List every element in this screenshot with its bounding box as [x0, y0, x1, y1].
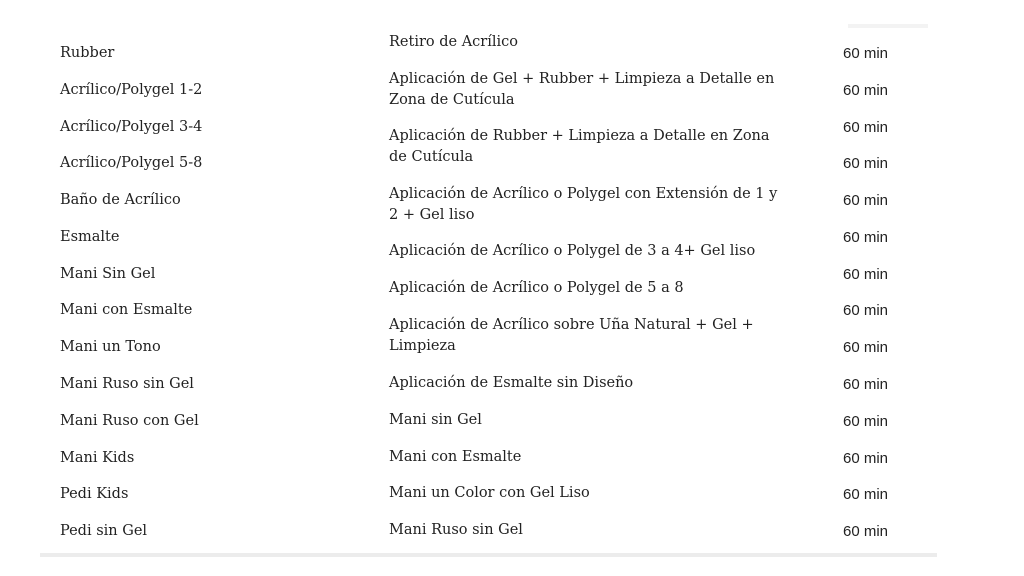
service-duration: 60 min [843, 192, 889, 209]
service-name: Acrílico/Polygel 1-2 [60, 82, 203, 98]
service-name: Esmalte [60, 229, 120, 245]
service-description: Retiro de Acrílico [389, 34, 518, 50]
service-duration: 60 min [843, 302, 889, 319]
service-duration: 60 min [843, 523, 889, 540]
service-duration: 60 min [843, 339, 889, 356]
service-description: Aplicación de Rubber + Limpieza a Detalle en Zona de Cutícula [389, 128, 770, 165]
service-name: Mani Ruso con Gel [60, 413, 199, 429]
service-description: Aplicación de Acrílico o Polygel de 3 a 4+ Gel liso [389, 243, 756, 259]
service-name: Baño de Acrílico [60, 192, 181, 208]
service-name: Rubber [60, 45, 115, 61]
service-name: Mani Kids [60, 450, 135, 466]
panel-divider [40, 553, 937, 557]
service-name: Pedi Kids [60, 486, 129, 502]
service-name: Pedi sin Gel [60, 523, 148, 539]
service-duration: 60 min [843, 155, 889, 172]
service-description: Mani un Color con Gel Liso [389, 485, 590, 501]
service-name: Mani Ruso sin Gel [60, 376, 194, 392]
service-duration: 60 min [843, 413, 889, 430]
service-description: Mani con Esmalte [389, 449, 522, 465]
service-duration: 60 min [843, 376, 889, 393]
decorative-mark [848, 24, 928, 28]
service-duration: 60 min [843, 229, 889, 246]
service-description: Aplicación de Acrílico o Polygel de 5 a 8 [389, 280, 684, 296]
service-description: Mani Ruso sin Gel [389, 522, 523, 538]
service-name: Mani Sin Gel [60, 266, 156, 282]
service-description: Aplicación de Gel + Rubber + Limpieza a Detalle en Zona de Cutícula [389, 71, 775, 108]
service-description: Mani sin Gel [389, 412, 482, 428]
service-description: Aplicación de Acrílico sobre Uña Natural + Gel + Limpieza [389, 317, 754, 354]
service-duration: 60 min [843, 266, 889, 283]
service-description: Aplicación de Acrílico o Polygel con Extensión de 1 y 2 + Gel liso [389, 186, 778, 223]
service-duration: 60 min [843, 450, 889, 467]
service-duration: 60 min [843, 82, 889, 99]
service-name: Mani un Tono [60, 339, 161, 355]
service-description: Aplicación de Esmalte sin Diseño [389, 375, 634, 391]
service-duration: 60 min [843, 45, 889, 62]
service-name: Mani con Esmalte [60, 302, 193, 318]
service-duration: 60 min [843, 486, 889, 503]
service-name: Acrílico/Polygel 3-4 [60, 119, 203, 135]
service-duration: 60 min [843, 119, 889, 136]
service-name: Acrílico/Polygel 5-8 [60, 155, 203, 171]
